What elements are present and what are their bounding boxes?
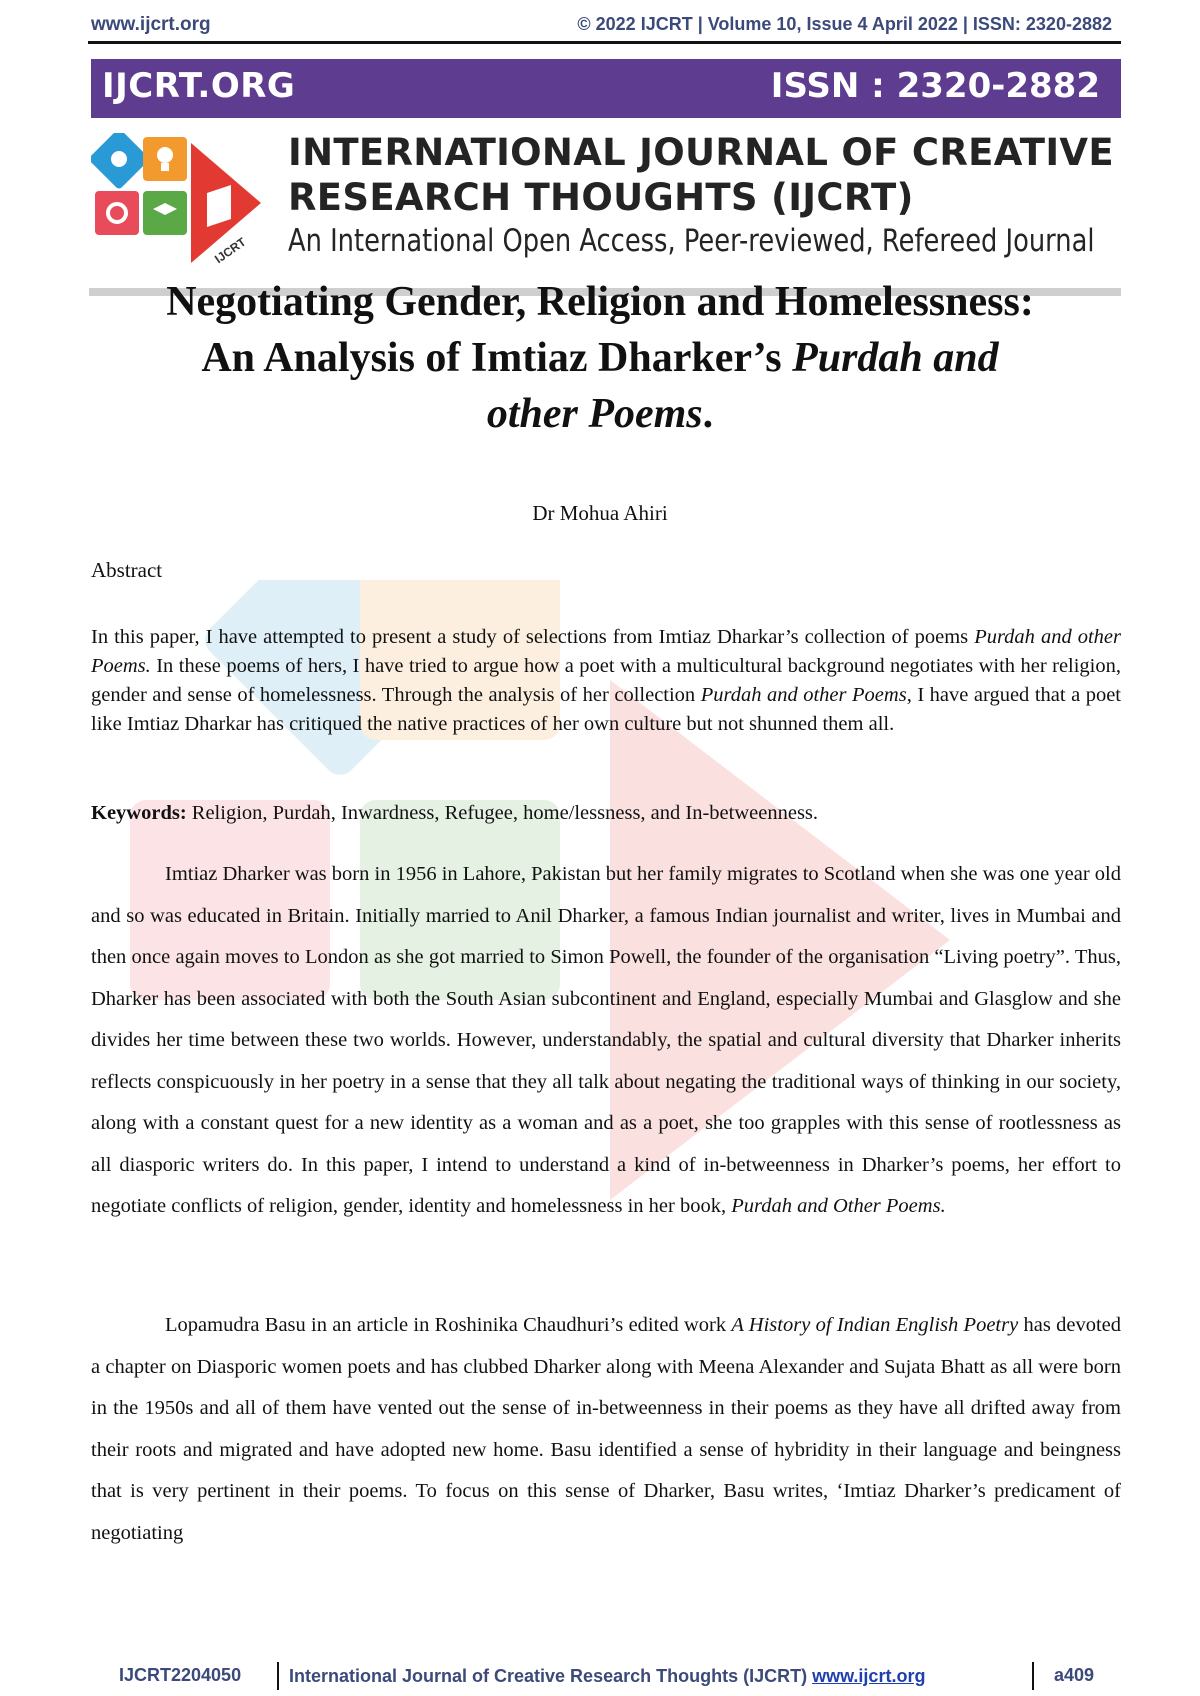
body-paragraph-1: Imtiaz Dharker was born in 1956 in Lahore, Pakistan but her family migrates to Scotland when she was one year old and so was educated in Britain. Initially married to Anil Dharker, a famous Indian journalist and writer, lives in Mumbai and then once again moves to London as she got married to Simon Powell, the founder of the organisation “Living poetry”. Thus, Dharker has been associated with both the South Asian subcontinent and England, especially Mumbai and Glasglow and she divides her time between these two worlds. However, understandably, the spatial and cultural diversity that Dharker inherits reflects conspicuously in her poetry in a sense that they all talk about negating the traditional ways of thinking in our society, along with a constant quest for a new identity as a woman and as a poet, she too grapples with this sense of rootlessness as all diasporic writers do. In this paper, I intend to understand a kind of in-betweenness in Dharker’s poems, her effort to negotiate conflicts of religion, gender, identity and homelessness in her book, Purdah and Other Poems.: [91, 863, 1121, 1217]
logo-pink-tile: [95, 191, 139, 235]
journal-subtitle: An International Open Access, Peer-reviewed, Refereed Journal: [288, 223, 1095, 259]
website-url[interactable]: www.ijcrt.org: [91, 14, 211, 35]
ijcrt-logo-icon: [91, 133, 269, 273]
page-number: a409: [1054, 1665, 1095, 1685]
paper-id: IJCRT2204050: [119, 1665, 242, 1685]
banner-site-label: IJCRT.ORG: [102, 66, 296, 106]
body-paragraph-2: Lopamudra Basu in an article in Roshinika Chaudhuri’s edited work A History of Indian English Poetry has devoted a chapter on Diasporic women poets and has clubbed Dharker along with Meena Alexander and Sujata Bhatt as all were born in the 1950s and all of them have vented out the sense of in-betweenness in their poems as they have all drifted away from their roots and migrated and have adopted new home. Basu identified a sense of hybridity in their language and beingness that is very pertinent in their poems. To focus on this sense of Dharker, Basu writes, ‘Imtiaz Dharker’s predicament of negotiating: [91, 1314, 1121, 1544]
paper-title-line3: other Poems.: [486, 391, 714, 437]
banner-issn-label: ISSN : 2320-2882: [770, 66, 1100, 106]
paper-title-line2: An Analysis of Imtiaz Dharker’s Purdah and: [201, 335, 999, 381]
logo-wordmark: IJCRT: [212, 234, 249, 267]
keywords: Keywords: Religion, Purdah, Inwardness, Refugee, home/lessness, and In-betweenness.: [91, 802, 819, 824]
journal-name-line1: INTERNATIONAL JOURNAL OF CREATIVE: [288, 131, 1114, 174]
abstract-text: In this paper, I have attempted to present a study of selections from Imtiaz Dharkar’s collection of poems Purdah and other Poems. In these poems of hers, I have tried to argue how a poet with a multicultural background negotiates with her religion, gender and sense of homelessness. Through the analysis of her collection Purdah and other Poems, I have argued that a poet like Imtiaz Dharkar has critiqued the native practices of her own culture but not shunned them all.: [91, 626, 1122, 735]
author-name: Dr Mohua Ahiri: [532, 501, 668, 525]
footer-separator: [1032, 1662, 1034, 1690]
page-footer: [91, 1662, 1121, 1690]
paper-title-line1: Negotiating Gender, Religion and Homelessness:: [166, 279, 1034, 325]
journal-name-line2: RESEARCH THOUGHTS (IJCRT): [288, 176, 914, 219]
footer-journal: International Journal of Creative Research Thoughts (IJCRT) www.ijcrt.org: [289, 1666, 926, 1686]
footer-separator: [277, 1662, 279, 1690]
abstract-heading: Abstract: [91, 558, 163, 582]
header-divider: [88, 41, 1121, 44]
footer-link[interactable]: www.ijcrt.org: [812, 1666, 926, 1686]
citation-info: © 2022 IJCRT | Volume 10, Issue 4 April 2022 | ISSN: 2320-2882: [577, 14, 1112, 34]
